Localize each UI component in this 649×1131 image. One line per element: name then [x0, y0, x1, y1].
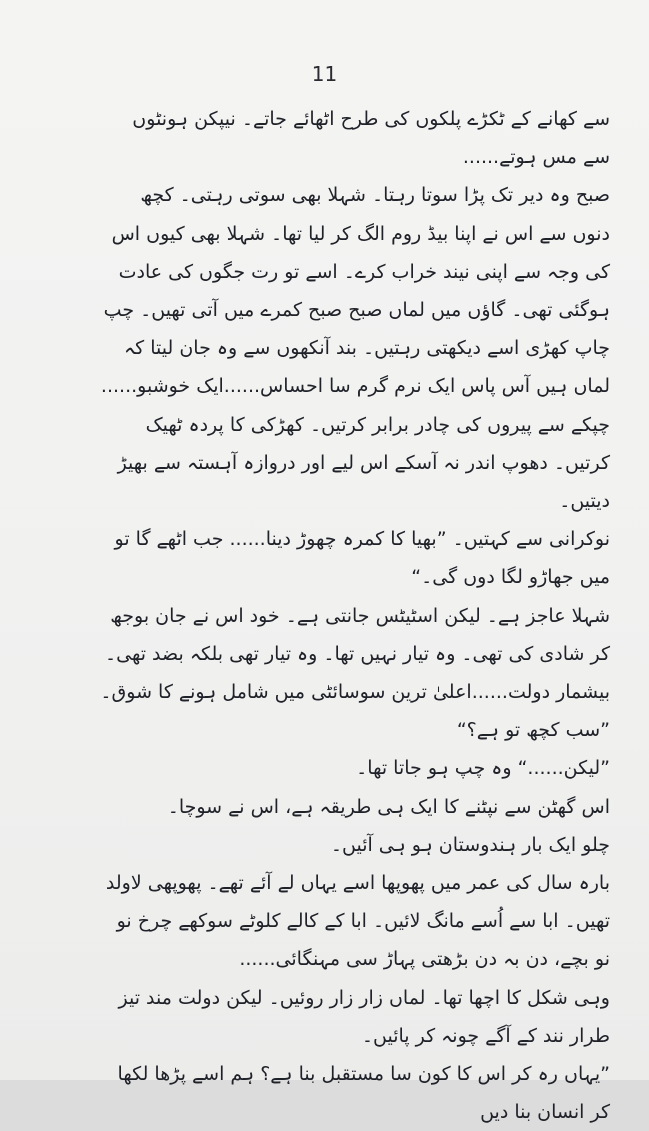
paragraph-5: شہلا عاجز ہے۔ لیکن اسٹیٹس جانتی ہے۔ خود اس نے جان بوجھ کر شادی کی تھی۔ وہ تیار نہیں تھا۔ وہ تیار تھی بلکہ بضد تھی۔ بیشمار دولت......اعلیٰ ترین سوسائٹی میں شامل ہونے کا شوق۔ [100, 604, 610, 704]
paragraph-7: چلو ایک بار ہندوستان ہو ہی آئیں۔ [330, 833, 610, 856]
paragraph-8: بارہ سال کی عمر میں پھوپھا اسے یہاں لے آئے تھے۔ پھوپھی لاولد تھیں۔ ابا سے اُسے مانگ لائیں۔ ابا کے کالے کلوٹے سوکھے چرخ نو نو بچے، دن بہ دن بڑھتی پہاڑ سی مہنگائی...... [105, 872, 610, 971]
paragraph-3: چپکے سے پیروں کی چادر برابر کرتیں۔ کھڑکی کا پردہ ٹھیک کرتیں۔ دھوپ اندر نہ آسکے اس لیے اور دروازہ آہستہ سے بھیڑ دیتیں۔ [117, 413, 610, 513]
dialogue-line-2: ”لیکن......“ وہ چپ ہو جاتا تھا۔ [356, 757, 610, 780]
paragraph-4: نوکرانی سے کہتیں۔ ”بھیا کا کمرہ چھوڑ دینا...... جب اٹھے گا تو میں جھاڑو لگا دوں گی۔“ [114, 528, 610, 589]
page-number: 11 [311, 62, 338, 86]
paragraph-10: ”یہاں رہ کر اس کا کون سا مستقبل بنا ہے؟ ہم اسے پڑھا لکھا کر انسان بنا دیں [117, 1063, 610, 1124]
dialogue-line-1: ”سب کچھ تو ہے؟“ [456, 719, 610, 742]
paragraph-2: صبح وہ دیر تک پڑا سوتا رہتا۔ شہلا بھی سوتی رہتی۔ کچھ دنوں سے اس نے اپنا بیڈ روم الگ کر لیا تھا۔ شہلا بھی کیوں اس کی وجہ سے اپنی نیند خراب کرے۔ اسے تو رت جگوں کی عادت ہوگئی تھی۔ گاؤں میں لماں صبح صبح کمرے میں آتی تھیں۔ چپ چاپ کھڑی اسے دیکھتی رہتیں۔ بند آنکھوں سے وہ جان لیتا کہ لماں ہیں آس پاس ایک نرم گرم سا احساس......ایک خوشبو...... [100, 184, 610, 398]
paragraph-9: وہی شکل کا اچھا تھا۔ لماں زار زار روئیں۔ لیکن دولت مند تیز طرار نند کے آگے چونہ کر پائیں۔ [118, 986, 610, 1047]
paragraph-6: اس گھٹن سے نپٹنے کا ایک ہی طریقہ ہے، اس نے سوچا۔ [167, 795, 610, 818]
page-body-text [100, 100, 610, 1131]
paragraph-1: سے کھانے کے ٹکڑے پلکوں کی طرح اٹھائے جاتے۔ نیپکن ہونٹوں سے مس ہوتے...... [132, 108, 610, 169]
